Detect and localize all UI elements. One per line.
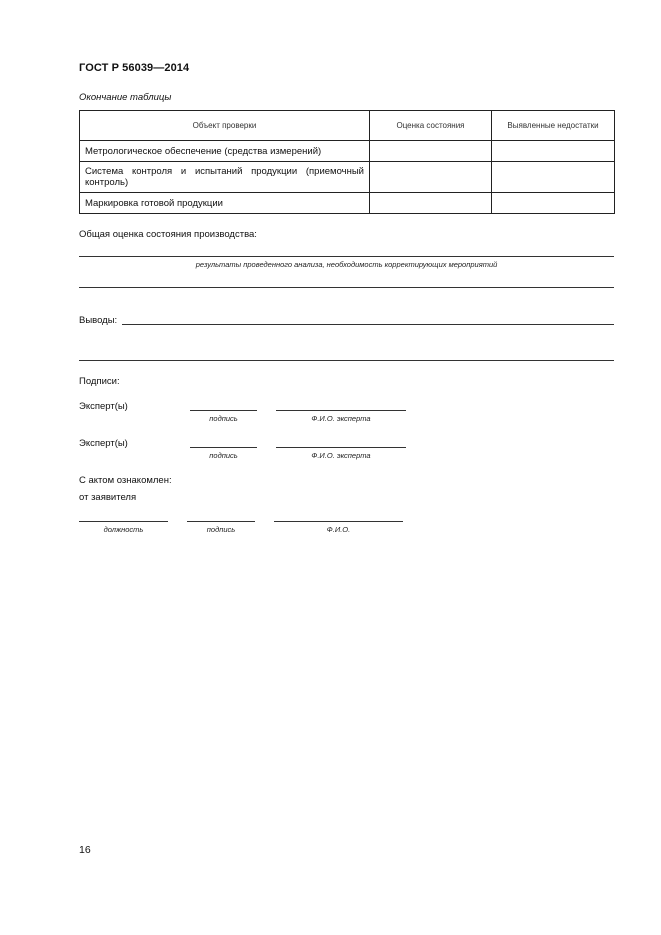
- signature-hint: подпись: [206, 525, 236, 534]
- assessment-cell: [370, 141, 492, 162]
- conclusions-field-line-2[interactable]: [79, 360, 614, 361]
- object-cell: Маркировка готовой продукции: [80, 193, 370, 214]
- column-header: Выявленные недостатки: [492, 111, 615, 141]
- table-header-row: [80, 111, 615, 141]
- expert-label: Эксперт(ы): [79, 401, 128, 412]
- table-caption: Окончание таблицы: [79, 92, 172, 103]
- name-hint: Ф.И.О. эксперта: [311, 414, 371, 423]
- expert-label: Эксперт(ы): [79, 438, 128, 449]
- assessment-cell: [370, 162, 492, 193]
- inspection-table: [79, 110, 615, 214]
- assessment-hint: результаты проведенного анализа, необходимость корректирующих мероприятий: [195, 260, 498, 269]
- deficiencies-cell: [492, 193, 615, 214]
- conclusions-label: Выводы:: [79, 315, 118, 326]
- column-header: Объект проверки: [80, 111, 370, 141]
- page-number: 16: [79, 844, 91, 856]
- signature-hint: подпись: [209, 414, 238, 423]
- expert-name-line[interactable]: [276, 410, 406, 411]
- document-code: ГОСТ Р 56039—2014: [79, 62, 190, 74]
- expert-signature-line[interactable]: [190, 410, 257, 411]
- conclusions-field-line[interactable]: [122, 324, 614, 325]
- object-cell: Метрологическое обеспечение (средства измерений): [80, 141, 370, 162]
- acquainted-label: С актом ознакомлен:: [79, 475, 172, 486]
- table-row: [80, 193, 615, 214]
- signatures-title: Подписи:: [79, 376, 120, 387]
- name-hint: Ф.И.О. эксперта: [311, 451, 371, 460]
- signature-hint: подпись: [209, 451, 238, 460]
- deficiencies-cell: [492, 141, 615, 162]
- object-cell: Система контроля и испытаний продукции (приемочный контроль): [80, 162, 370, 193]
- expert-name-line[interactable]: [276, 447, 406, 448]
- column-header: Оценка состояния: [370, 111, 492, 141]
- applicant-name-line[interactable]: [274, 521, 403, 522]
- assessment-cell: [370, 193, 492, 214]
- position-line[interactable]: [79, 521, 168, 522]
- table-row: [80, 141, 615, 162]
- table-row: [80, 162, 615, 193]
- name-hint: Ф.И.О.: [326, 525, 351, 534]
- applicant-signature-line[interactable]: [187, 521, 255, 522]
- expert-signature-line[interactable]: [190, 447, 257, 448]
- assessment-label: Общая оценка состояния производства:: [79, 229, 257, 240]
- assessment-field-line[interactable]: [79, 256, 614, 257]
- assessment-field-line-2[interactable]: [79, 287, 614, 288]
- position-hint: должность: [103, 525, 144, 534]
- deficiencies-cell: [492, 162, 615, 193]
- from-applicant-label: от заявителя: [79, 492, 137, 503]
